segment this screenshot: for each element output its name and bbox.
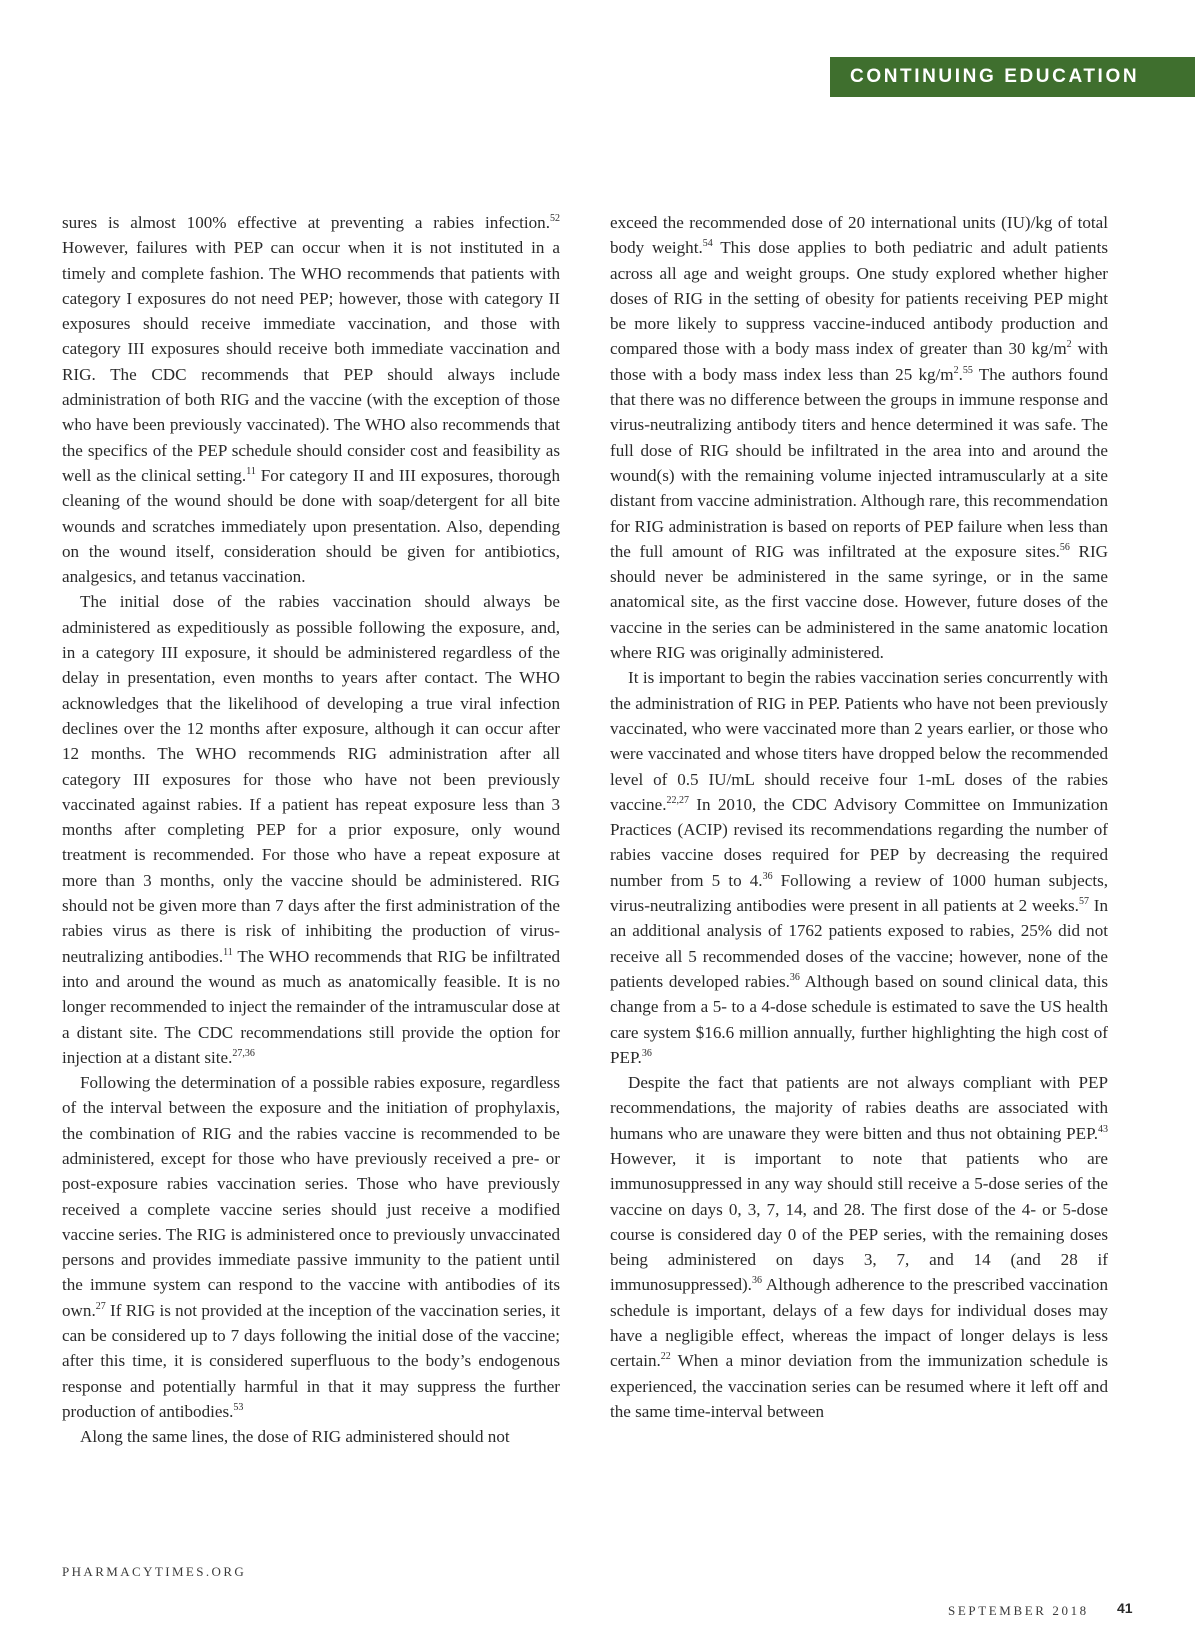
citation-superscript: 56 xyxy=(1059,541,1070,553)
body-paragraph xyxy=(610,210,1108,665)
text-run: sures is almost 100% effective at preventing a rabies infection. xyxy=(62,213,550,232)
body-paragraph xyxy=(62,210,560,589)
text-run: Although based on sound clinical data, this change from a 5- to a 4-dose schedule is estimated to save the US health care system $16.6 million annually, further highlighting the high cost of PEP. xyxy=(610,971,1108,1067)
text-run: However, it is important to note that patients who are immunosuppressed in any way should still receive a 5-dose series of the vaccine on days 0, 3, 7, 14, and 28. The first dose of the 4- or 5-dose course is considered day 0 of the PEP series, with the remaining doses being administered on days 3, 7, and 14 (and 28 if immunosuppressed). xyxy=(610,1148,1108,1295)
text-run: If RIG is not provided at the inception of the vaccination series, it can be considered up to 7 days following the initial dose of the vaccine; after this time, it is considered superfluous to the body’s endogenous response and potentially harmful in that it may suppress the further production of antibodies. xyxy=(62,1300,560,1421)
citation-superscript: 36 xyxy=(789,971,800,983)
text-run: For category II and III exposures, thorough cleaning of the wound should be done with soap/detergent for all bite wounds and scratches immediately upon presentation. Also, depending on the wound itself, consideration should be given for antibiotics, analgesics, and tetanus vaccination. xyxy=(62,465,560,587)
citation-superscript: 22 xyxy=(660,1351,671,1363)
citation-superscript: 2 xyxy=(953,364,959,376)
text-run: In 2010, the CDC Advisory Committee on Immunization Practices (ACIP) revised its recommendations regarding the number of rabies vaccine doses required for PEP by decreasing the required number from 5 to 4. xyxy=(610,794,1108,890)
page-number: 41 xyxy=(1117,1600,1133,1616)
body-paragraph xyxy=(62,1424,560,1449)
citation-superscript: 43 xyxy=(1098,1123,1108,1135)
text-run: exceed the recommended dose of 20 international units (IU)/kg of total body weight. xyxy=(610,213,1108,258)
citation-superscript: 2 xyxy=(1066,339,1072,351)
text-run: Along the same lines, the dose of RIG administered should not xyxy=(80,1427,510,1447)
text-run: Following a review of 1000 human subjects, virus-neutralizing antibodies were present in all patients at 2 weeks. xyxy=(610,870,1109,916)
right-column xyxy=(610,210,1108,1424)
text-run: In an additional analysis of 1762 patients exposed to rabies, 25% did not receive all 5 recommended doses of the vaccine; however, none of the patients developed rabies. xyxy=(610,896,1108,991)
text-run: RIG should never be administered in the same syringe, or in the same anatomical site, as the first vaccine dose. However, future doses of the vaccine in the series can be administered in the same anatomic location where RIG was originally administered. xyxy=(610,541,1108,663)
citation-superscript: 36 xyxy=(641,1047,652,1059)
body-paragraph xyxy=(62,589,560,1070)
footer-website: PHARMACYTIMES.ORG xyxy=(62,1564,247,1579)
body-paragraph xyxy=(610,1070,1108,1424)
citation-superscript: 57 xyxy=(1078,896,1089,908)
citation-superscript: 11 xyxy=(246,465,256,477)
citation-superscript: 27,36 xyxy=(232,1047,255,1059)
citation-superscript: 22,27 xyxy=(666,794,689,806)
text-run: It is important to begin the rabies vaccination series concurrently with the administration of RIG in PEP. Patients who have not been previously vaccinated, who were vaccinated more than 2 years earlier, or those who were vaccinated and whose titers have dropped below the recommended level of 0.5 IU/mL should receive four 1-mL doses of the rabies vaccine. xyxy=(610,668,1108,814)
text-run: The initial dose of the rabies vaccination should always be administered as expeditiously as possible following the exposure, and, in a category III exposure, it should be administered regardless of the delay in presentation, even months to years after contact. The WHO acknowledges that the likelihood of developing a true viral infection declines over the 12 months after exposure, although it can occur after 12 months. The WHO recommends RIG administration after all category III exposures for those who have not been previously vaccinated against rabies. If a patient has repeat exposure less than 3 months after completing PEP for a prior exposure, only wound treatment is recommended. For those who have a repeat exposure at more than 3 months, only the vaccine should be administered. RIG should not be given more than 7 days after the first administration of the rabies virus as there is risk of inhibiting the production of virus-neutralizing antibodies. xyxy=(62,592,560,966)
citation-superscript: 53 xyxy=(233,1401,244,1413)
citation-superscript: 36 xyxy=(751,1275,762,1287)
text-run: Although adherence to the prescribed vaccination schedule is important, delays of a few days for individual doses may have a negligible effect, whereas the impact of longer delays is less certain. xyxy=(610,1275,1108,1371)
text-run: The authors found that there was no difference between the groups in immune response and virus-neutralizing antibody titers and hence determined it was safe. The full dose of RIG should be infiltrated in the area into and around the wound(s) with the remaining volume injected intramuscularly at a site distant from vaccine administration. Although rare, this recommendation for RIG administration is based on reports of PEP failure when less than the full amount of RIG was infiltrated at the exposure sites. xyxy=(610,364,1108,561)
text-run: This dose applies to both pediatric and adult patients across all age and weight groups. One study explored whether higher doses of RIG in the setting of obesity for patients receiving PEP might be more likely to suppress vaccine-induced antibody production and compared those with a body mass index of greater than 30 kg/m xyxy=(610,238,1108,359)
text-run: Despite the fact that patients are not always compliant with PEP recommendations, the majority of rabies deaths are associated with humans who are unaware they were bitten and thus not obtaining PEP. xyxy=(610,1073,1108,1143)
footer-issue-date: SEPTEMBER 2018 xyxy=(948,1603,1089,1618)
citation-superscript: 11 xyxy=(223,946,233,958)
left-column xyxy=(62,210,560,1450)
citation-superscript: 52 xyxy=(550,213,560,224)
text-run: Following the determination of a possible rabies exposure, regardless of the interval between the exposure and the initiation of prophylaxis, the combination of RIG and the rabies vaccine is recommended to be administered, except for those who have previously received a pre- or post-exposure rabies vaccination series. Those who have previously received a complete vaccine series should just receive a modified vaccine series. The RIG is administered once to previously unvaccinated persons and provides immediate passive immunity to the patient until the immune system can respond to the vaccine with antibodies of its own. xyxy=(62,1073,560,1320)
body-paragraph xyxy=(62,1070,560,1424)
citation-superscript: 55 xyxy=(962,364,973,376)
text-run: When a minor deviation from the immunization schedule is experienced, the vaccination series can be resumed where it left off and the same time-interval between xyxy=(610,1351,1108,1421)
body-paragraph xyxy=(610,665,1108,1070)
text-run: . xyxy=(958,364,963,384)
citation-superscript: 54 xyxy=(702,238,713,250)
text-run: The WHO recommends that RIG be infiltrated into and around the wound as much as anatomically feasible. It is no longer recommended to inject the remainder of the intramuscular dose at a distant site. The CDC recommendations still provide the option for injection at a distant site. xyxy=(62,946,560,1067)
section-banner: CONTINUING EDUCATION xyxy=(830,57,1195,97)
text-run: with those with a body mass index less than 25 kg/m xyxy=(610,339,1109,384)
citation-superscript: 27 xyxy=(95,1300,106,1312)
citation-superscript: 36 xyxy=(762,870,773,882)
text-run: However, failures with PEP can occur when it is not instituted in a timely and complete fashion. The WHO recommends that patients with category I exposures do not need PEP; however, those with category II exposures should receive immediate vaccination, and those with category III exposures should receive both immediate vaccination and RIG. The CDC recommends that PEP should always include administration of both RIG and the vaccine (with the exception of those who have been previously vaccinated). The WHO also recommends that the specifics of the PEP schedule should consider cost and feasibility as well as the clinical setting. xyxy=(62,238,560,485)
